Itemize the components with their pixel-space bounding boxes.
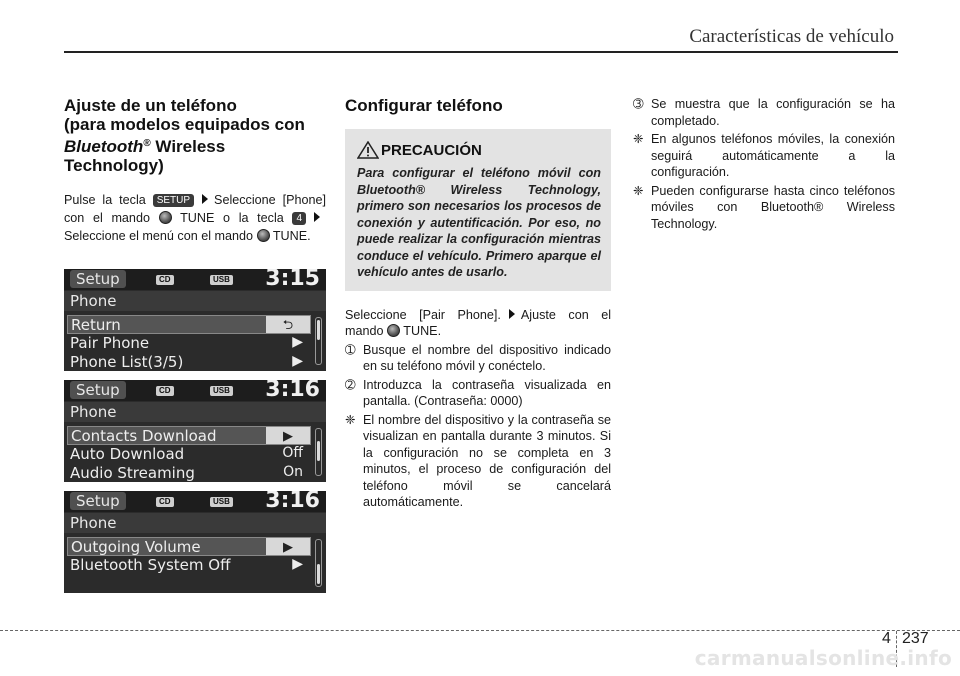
arrow-right-icon bbox=[509, 309, 515, 319]
key-4-badge: 4 bbox=[292, 212, 306, 225]
caution-heading bbox=[357, 141, 601, 159]
setup-screen-1 bbox=[64, 269, 326, 371]
caution-title: PRECAUCIÓN bbox=[381, 142, 482, 159]
chevron-right-icon: ▶ bbox=[292, 556, 303, 572]
note-marker: ❈ bbox=[633, 132, 644, 146]
registered-mark: ® bbox=[143, 138, 151, 149]
chevron-right-icon: ▶ bbox=[292, 353, 303, 369]
note-1 bbox=[633, 131, 895, 181]
menu-row-label: Auto Download bbox=[70, 445, 185, 463]
note-text: Pueden configurarse hasta cinco teléfonos móviles con Bluetooth® Wireless Technology. bbox=[651, 183, 895, 231]
warning-triangle-icon bbox=[357, 141, 379, 159]
screen-top-bar bbox=[64, 380, 326, 401]
menu-row-outgoing-volume[interactable] bbox=[67, 537, 311, 556]
menu-row-contacts-download[interactable] bbox=[67, 426, 311, 445]
screen-clock: 3:16 bbox=[265, 380, 320, 402]
note-text: En algunos teléfonos móviles, la conexión seguirá automáticamente a la configuración. bbox=[651, 132, 895, 179]
chevron-right-icon: ▶ bbox=[266, 427, 310, 444]
step-text: El nombre del dispositivo y la contraseña se visualizan en pantalla durante 3 minutos. Si la configuración no se completa en 3 minutos, el proceso de configuración del teléfono móvil se cancelará automáticamente. bbox=[363, 412, 611, 509]
title-line-1: Ajuste de un teléfono bbox=[64, 96, 237, 115]
menu-row-label: Return bbox=[71, 316, 121, 334]
cd-icon: CD bbox=[156, 386, 174, 396]
menu-row-phone-list[interactable] bbox=[67, 353, 311, 371]
scrollbar[interactable] bbox=[315, 317, 322, 365]
setup-screen-2 bbox=[64, 380, 326, 482]
scrollbar[interactable] bbox=[315, 428, 322, 476]
pair-text-3: TUNE. bbox=[403, 324, 442, 338]
menu-row-audio-streaming[interactable] bbox=[67, 464, 311, 482]
screen-setup-label: Setup bbox=[70, 492, 126, 510]
menu-row-value: Off bbox=[282, 445, 303, 461]
title-bluetooth: Bluetooth bbox=[64, 137, 144, 156]
intro-text-2: Seleccione [Phone] con el mando bbox=[64, 193, 326, 225]
note-marker: ❈ bbox=[633, 183, 644, 198]
screen-subtitle-bar bbox=[64, 402, 326, 422]
tune-knob-icon bbox=[257, 229, 270, 242]
scroll-thumb[interactable] bbox=[317, 320, 320, 340]
screen-clock: 3:16 bbox=[265, 491, 320, 513]
scroll-thumb[interactable] bbox=[317, 441, 320, 461]
screen-subtitle-bar bbox=[64, 513, 326, 533]
cd-icon: CD bbox=[156, 275, 174, 285]
section-title bbox=[64, 96, 326, 175]
screen-subtitle: Phone bbox=[70, 514, 117, 532]
title-line-4: Technology) bbox=[64, 156, 164, 175]
tune-knob-icon bbox=[387, 324, 400, 337]
pair-text-1: Seleccione [Pair Phone]. bbox=[345, 307, 501, 322]
arrow-right-icon bbox=[202, 194, 208, 204]
tune-knob-icon bbox=[159, 211, 172, 224]
menu-row-value: On bbox=[283, 464, 303, 480]
step-text: Busque el nombre del dispositivo indicado en su teléfono móvil y conéctelo. bbox=[363, 342, 611, 373]
step-3 bbox=[633, 96, 895, 129]
intro-text-3: TUNE o la tecla bbox=[180, 211, 284, 225]
menu-row-label: Audio Streaming bbox=[70, 464, 195, 482]
return-icon: ⮌ bbox=[266, 316, 310, 333]
usb-icon: USB bbox=[210, 386, 233, 396]
step-marker: ➀ bbox=[345, 342, 356, 357]
step-marker: ➁ bbox=[345, 377, 356, 392]
header-rule bbox=[64, 51, 898, 53]
screen-top-bar bbox=[64, 491, 326, 512]
screen-subtitle: Phone bbox=[70, 292, 117, 310]
menu-row-pair-phone[interactable] bbox=[67, 334, 311, 353]
title-line-3 bbox=[64, 134, 326, 156]
running-header: Características de vehículo bbox=[689, 26, 894, 47]
screen-top-bar bbox=[64, 269, 326, 290]
caution-text: Para configurar el teléfono móvil con Bluetooth® Wireless Technology, primero son necesarios los procesos de conexión y autentificación. Por eso, no puede realizar la configuración mientras conduce el vehículo. Primero aparque el vehículo antes de usarlo. bbox=[357, 166, 601, 279]
step-2 bbox=[345, 377, 611, 410]
column-left bbox=[64, 96, 326, 245]
note-text: Se muestra que la configuración se ha completado. bbox=[651, 97, 895, 128]
cd-icon: CD bbox=[156, 497, 174, 507]
screen-subtitle-bar bbox=[64, 291, 326, 311]
intro-text-4: Seleccione el menú con el mando bbox=[64, 229, 254, 243]
arrow-right-icon bbox=[314, 212, 320, 222]
column-middle bbox=[345, 96, 611, 511]
step-1 bbox=[345, 342, 611, 375]
usb-icon: USB bbox=[210, 275, 233, 285]
screen-setup-label: Setup bbox=[70, 381, 126, 399]
chevron-right-icon: ▶ bbox=[292, 334, 303, 350]
menu-row-bluetooth-system-off[interactable] bbox=[67, 556, 311, 575]
menu-row-label: Contacts Download bbox=[71, 427, 217, 445]
configure-title: Configurar teléfono bbox=[345, 96, 503, 115]
screen-clock: 3:15 bbox=[265, 269, 320, 291]
chapter-number: 4 bbox=[882, 630, 891, 647]
scrollbar[interactable] bbox=[315, 539, 322, 587]
menu-row-label: Bluetooth System Off bbox=[70, 556, 231, 574]
watermark: carmanualsonline.info bbox=[694, 646, 952, 670]
step-marker: ➂ bbox=[633, 97, 644, 111]
menu-row-auto-download[interactable] bbox=[67, 445, 311, 464]
screen-subtitle: Phone bbox=[70, 403, 117, 421]
title-wireless: Wireless bbox=[150, 137, 226, 156]
note-marker: ❈ bbox=[345, 412, 356, 427]
pair-text-2: Ajuste con el mando bbox=[345, 307, 611, 338]
step-text: Introduzca la contraseña visualizada en pantalla. (Contraseña: 0000) bbox=[363, 377, 611, 408]
screen-setup-label: Setup bbox=[70, 270, 126, 288]
note-2 bbox=[633, 183, 895, 233]
scroll-thumb[interactable] bbox=[317, 564, 320, 584]
title-line-2: (para modelos equipados con bbox=[64, 115, 305, 134]
setup-screen-3 bbox=[64, 491, 326, 593]
page-number: 237 bbox=[902, 630, 929, 647]
intro-text-1: Pulse la tecla bbox=[64, 193, 146, 207]
intro-text-5: TUNE. bbox=[272, 229, 311, 243]
menu-row-return[interactable] bbox=[67, 315, 311, 334]
pair-instruction bbox=[345, 307, 611, 340]
setup-key-badge: SETUP bbox=[153, 194, 194, 207]
menu-row-label: Phone List(3/5) bbox=[70, 353, 184, 371]
footer-rule bbox=[0, 630, 960, 631]
column-right bbox=[633, 96, 895, 232]
intro-paragraph bbox=[64, 191, 326, 245]
caution-box bbox=[345, 129, 611, 291]
chevron-right-icon: ▶ bbox=[266, 538, 310, 555]
menu-row-label: Pair Phone bbox=[70, 334, 150, 352]
step-note bbox=[345, 412, 611, 511]
usb-icon: USB bbox=[210, 497, 233, 507]
menu-row-label: Outgoing Volume bbox=[71, 538, 201, 556]
